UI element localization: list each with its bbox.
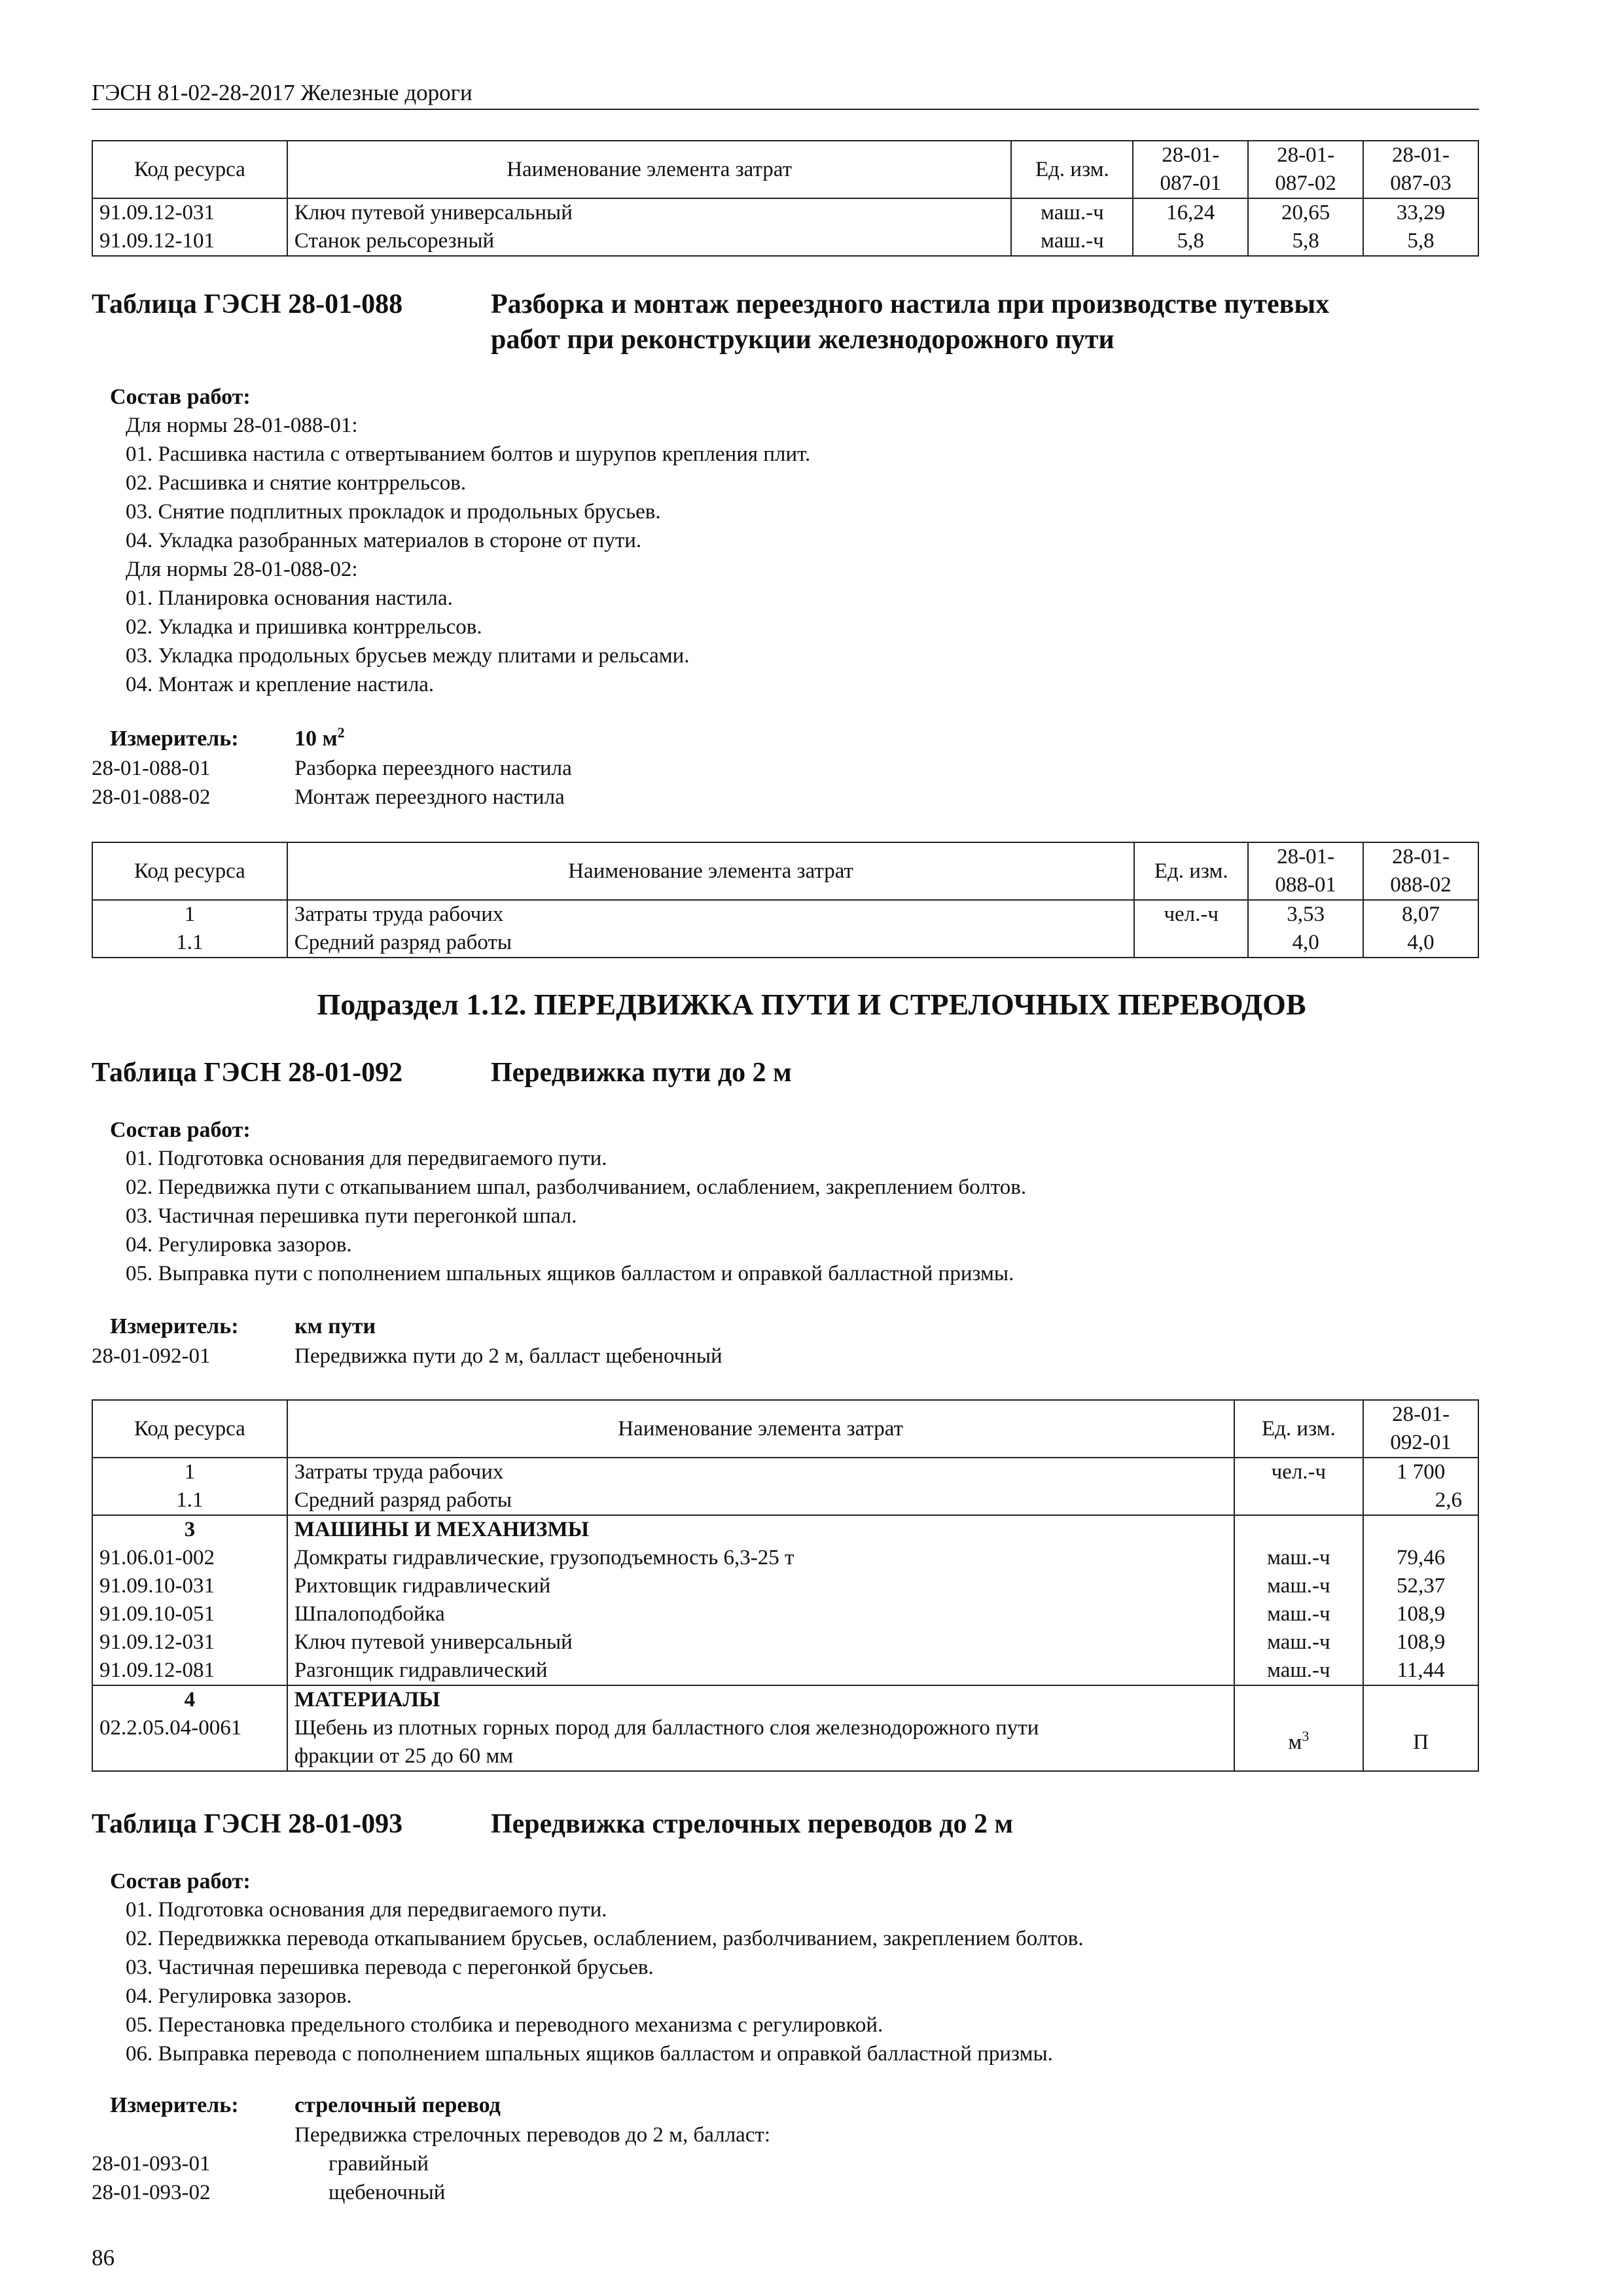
composition-list (126, 1144, 1026, 1288)
table-row (92, 929, 1478, 958)
norm-value: 3,53 (1248, 900, 1363, 929)
norm-value: 11,44 (1363, 1657, 1478, 1685)
list-item: 02. Передвижкка перевода откапыванием брусьев, ослаблением, разболчиванием, закреплением болтов. (126, 1927, 1084, 1950)
header-rule (92, 109, 1479, 110)
resource-name: Затраты труда рабочих (287, 1458, 1234, 1486)
composition-list (126, 1895, 1084, 2068)
table-row (92, 1714, 1478, 1771)
norm-value: 8,07 (1363, 900, 1478, 929)
resource-unit: маш.-ч (1234, 1572, 1364, 1600)
resource-unit: маш.-ч (1234, 1600, 1364, 1628)
col-header-norm: 28-01- 088-02 (1363, 842, 1478, 900)
list-item: 06. Выправка перевода с пополнением шпальных ящиков балластом и оправкой балластной призмы. (126, 2042, 1053, 2066)
col-header-code: Код ресурса (92, 141, 287, 198)
resource-code: 91.09.12-031 (92, 198, 287, 227)
col-header-norm: 28-01- 087-01 (1133, 141, 1248, 198)
table-row (92, 1600, 1478, 1628)
col-header-name: Наименование элемента затрат (287, 1400, 1234, 1458)
list-item: 02. Расшивка и снятие контррельсов. (126, 471, 467, 495)
resource-code: 91.09.10-031 (92, 1572, 287, 1600)
running-header: ГЭСН 81-02-28-2017 Железные дороги (92, 80, 473, 105)
page-number: 86 (92, 2245, 115, 2270)
composition-list (126, 411, 810, 699)
norm-value: 108,9 (1363, 1600, 1478, 1628)
resource-unit: маш.-ч (1011, 227, 1133, 256)
table-name: Передвижка стрелочных переводов до 2 м (491, 1809, 1014, 1839)
col-header-norm: 28-01- 087-02 (1248, 141, 1363, 198)
list-item: 05. Выправка пути с пополнением шпальных ящиков балластом и оправкой балластной призмы. (126, 1262, 1014, 1285)
list-item: 04. Укладка разобранных материалов в стороне от пути. (126, 529, 642, 552)
measure-unit: стрелочный перевод (294, 2093, 501, 2117)
table-name: Разборка и монтаж переездного настила при производстве путевых работ при реконструкции железнодорожного пути (491, 289, 1330, 355)
norm-value: 79,46 (1363, 1544, 1478, 1572)
list-item: 03. Снятие подплитных прокладок и продольных брусьев. (126, 500, 661, 524)
table-087 (92, 140, 1479, 257)
resource-code: 91.06.01-002 (92, 1544, 287, 1572)
table-number: Таблица ГЭСН 28-01-092 (92, 1058, 403, 1088)
norm-code-row: 28-01-088-01 Разборка переездного настила (92, 757, 572, 780)
resource-unit: маш.-ч (1011, 198, 1133, 227)
resource-name: Разгонщик гидравлический (287, 1657, 1234, 1685)
table-row (92, 900, 1478, 929)
group-name: МАТЕРИАЛЫ (287, 1685, 1234, 1714)
resource-code: 1 (92, 1458, 287, 1486)
norm-value: 108,9 (1363, 1628, 1478, 1657)
resource-name: Средний разряд работы (287, 1486, 1234, 1515)
measure-unit: 10 $м^2$ (294, 724, 345, 751)
resource-code: 91.09.12-031 (92, 1628, 287, 1657)
norm-code-row: 28-01-092-01 Передвижка пути до 2 м, балласт щебеночный (92, 1344, 722, 1368)
resource-code: 02.2.05.04-0061 (92, 1714, 287, 1771)
norm-value: 20,65 (1248, 198, 1363, 227)
norm-value: 4,0 (1363, 929, 1478, 958)
resource-unit: маш.-ч (1234, 1628, 1364, 1657)
resource-name: Затраты труда рабочих (287, 900, 1134, 929)
measure-unit: км пути (294, 1314, 376, 1338)
col-header-norm: 28-01- 087-03 (1363, 141, 1478, 198)
measure-label: Измеритель: (110, 726, 239, 751)
col-header-norm: 28-01- 092-01 (1363, 1400, 1478, 1458)
resource-unit (1234, 1486, 1364, 1515)
list-item: 04. Регулировка зазоров. (126, 1984, 352, 2008)
resource-code: 91.09.12-081 (92, 1657, 287, 1685)
col-header-unit: Ед. изм. (1134, 842, 1248, 900)
norm-value: 33,29 (1363, 198, 1478, 227)
resource-name: Шпалоподбойка (287, 1600, 1234, 1628)
section-title: Подраздел 1.12. ПЕРЕДВИЖКА ПУТИ И СТРЕЛОЧНЫХ ПЕРЕВОДОВ (317, 988, 1306, 1021)
resource-code: 1.1 (92, 1486, 287, 1515)
table-row (92, 1685, 1478, 1714)
resource-code: 1 (92, 900, 287, 929)
list-item: 01. Подготовка основания для передвигаемого пути. (126, 1147, 607, 1170)
list-item: 02. Передвижка пути с откапыванием шпал, разболчиванием, ослаблением, закреплением болтов. (126, 1175, 1027, 1199)
resource-name: Домкраты гидравлические, грузоподъемность 6,3-25 т (287, 1544, 1234, 1572)
col-header-unit: Ед. изм. (1234, 1400, 1364, 1458)
resource-name: Щебень из плотных горных пород для балластного слоя железнодорожного пути фракции от 25 до 60 мм (287, 1714, 1234, 1771)
list-item: 04. Монтаж и крепление настила. (126, 673, 435, 696)
group-name: МАШИНЫ И МЕХАНИЗМЫ (287, 1515, 1234, 1544)
resource-code: 91.09.10-051 (92, 1600, 287, 1628)
list-item: 01. Планировка основания настила. (126, 586, 453, 610)
table-row (92, 1628, 1478, 1657)
col-header-code: Код ресурса (92, 842, 287, 900)
norm-code-row: 28-01-093-02 щебеночный (92, 2181, 446, 2204)
table-row (92, 1544, 1478, 1572)
resource-unit (1134, 929, 1248, 958)
composition-label: Состав работ: (110, 385, 251, 409)
table-row (92, 1572, 1478, 1600)
norm-value: 5,8 (1363, 227, 1478, 256)
table-name: Передвижка пути до 2 м (491, 1058, 792, 1088)
resource-unit: чел.-ч (1234, 1458, 1364, 1486)
list-item: 04. Регулировка зазоров. (126, 1233, 352, 1257)
composition-label: Состав работ: (110, 1869, 251, 1893)
resource-name: Станок рельсорезный (287, 227, 1012, 256)
table-row (92, 1657, 1478, 1685)
col-header-code: Код ресурса (92, 1400, 287, 1458)
list-item: 03. Частичная перешивка пути перегонкой шпал. (126, 1204, 577, 1228)
col-header-name: Наименование элемента затрат (287, 842, 1134, 900)
measure-label: Измеритель: (110, 2093, 239, 2117)
table-row (92, 1486, 1478, 1515)
norm-value: 52,37 (1363, 1572, 1478, 1600)
table-row (92, 198, 1478, 227)
list-item: 03. Укладка продольных брусьев между плитами и рельсами. (126, 644, 690, 668)
group-code: 3 (92, 1515, 287, 1544)
resource-name: Рихтовщик гидравлический (287, 1572, 1234, 1600)
norm-value: 2,6 (1363, 1486, 1478, 1515)
table-number: Таблица ГЭСН 28-01-088 (92, 289, 403, 319)
table-row (92, 1458, 1478, 1486)
norm-value: 16,24 (1133, 198, 1248, 227)
table-092 (92, 1399, 1479, 1772)
list-item: Для нормы 28-01-088-02: (126, 558, 358, 581)
norm-value: 1 700 (1363, 1458, 1478, 1486)
norm-code-row: 28-01-088-02 Монтаж переездного настила (92, 785, 565, 809)
col-header-unit: Ед. изм. (1011, 141, 1133, 198)
measure-intro: Передвижка стрелочных переводов до 2 м, балласт: (294, 2123, 771, 2147)
list-item: 05. Перестановка предельного столбика и переводного механизма с регулировкой. (126, 2013, 883, 2037)
resource-name: Ключ путевой универсальный (287, 1628, 1234, 1657)
list-item: 01. Расшивка настила с отвертыванием болтов и шурупов крепления плит. (126, 442, 811, 466)
list-item: 01. Подготовка основания для передвигаемого пути. (126, 1898, 607, 1922)
resource-code: 91.09.12-101 (92, 227, 287, 256)
resource-unit: маш.-ч (1234, 1657, 1364, 1685)
group-code: 4 (92, 1685, 287, 1714)
resource-unit: маш.-ч (1234, 1544, 1364, 1572)
table-row (92, 227, 1478, 256)
col-header-norm: 28-01- 088-01 (1248, 842, 1363, 900)
resource-name: Ключ путевой универсальный (287, 198, 1012, 227)
composition-label: Состав работ: (110, 1118, 251, 1142)
table-number: Таблица ГЭСН 28-01-093 (92, 1809, 403, 1839)
norm-value: 5,8 (1248, 227, 1363, 256)
col-header-name: Наименование элемента затрат (287, 141, 1012, 198)
table-088 (92, 842, 1479, 958)
table-row (92, 1515, 1478, 1544)
norm-value: 5,8 (1133, 227, 1248, 256)
norm-value: 4,0 (1248, 929, 1363, 958)
list-item: 02. Укладка и пришивка контррельсов. (126, 615, 482, 639)
resource-name: Средний разряд работы (287, 929, 1134, 958)
norm-code-row: 28-01-093-01 гравийный (92, 2152, 429, 2176)
list-item: 03. Частичная перешивка перевода с перегонкой брусьев. (126, 1956, 654, 1979)
resource-code: 1.1 (92, 929, 287, 958)
measure-label: Измеритель: (110, 1314, 239, 1338)
norm-value: П (1363, 1714, 1478, 1771)
resource-unit: чел.-ч (1134, 900, 1248, 929)
resource-unit: $м^3$ (1234, 1714, 1364, 1771)
list-item: Для нормы 28-01-088-01: (126, 414, 358, 437)
